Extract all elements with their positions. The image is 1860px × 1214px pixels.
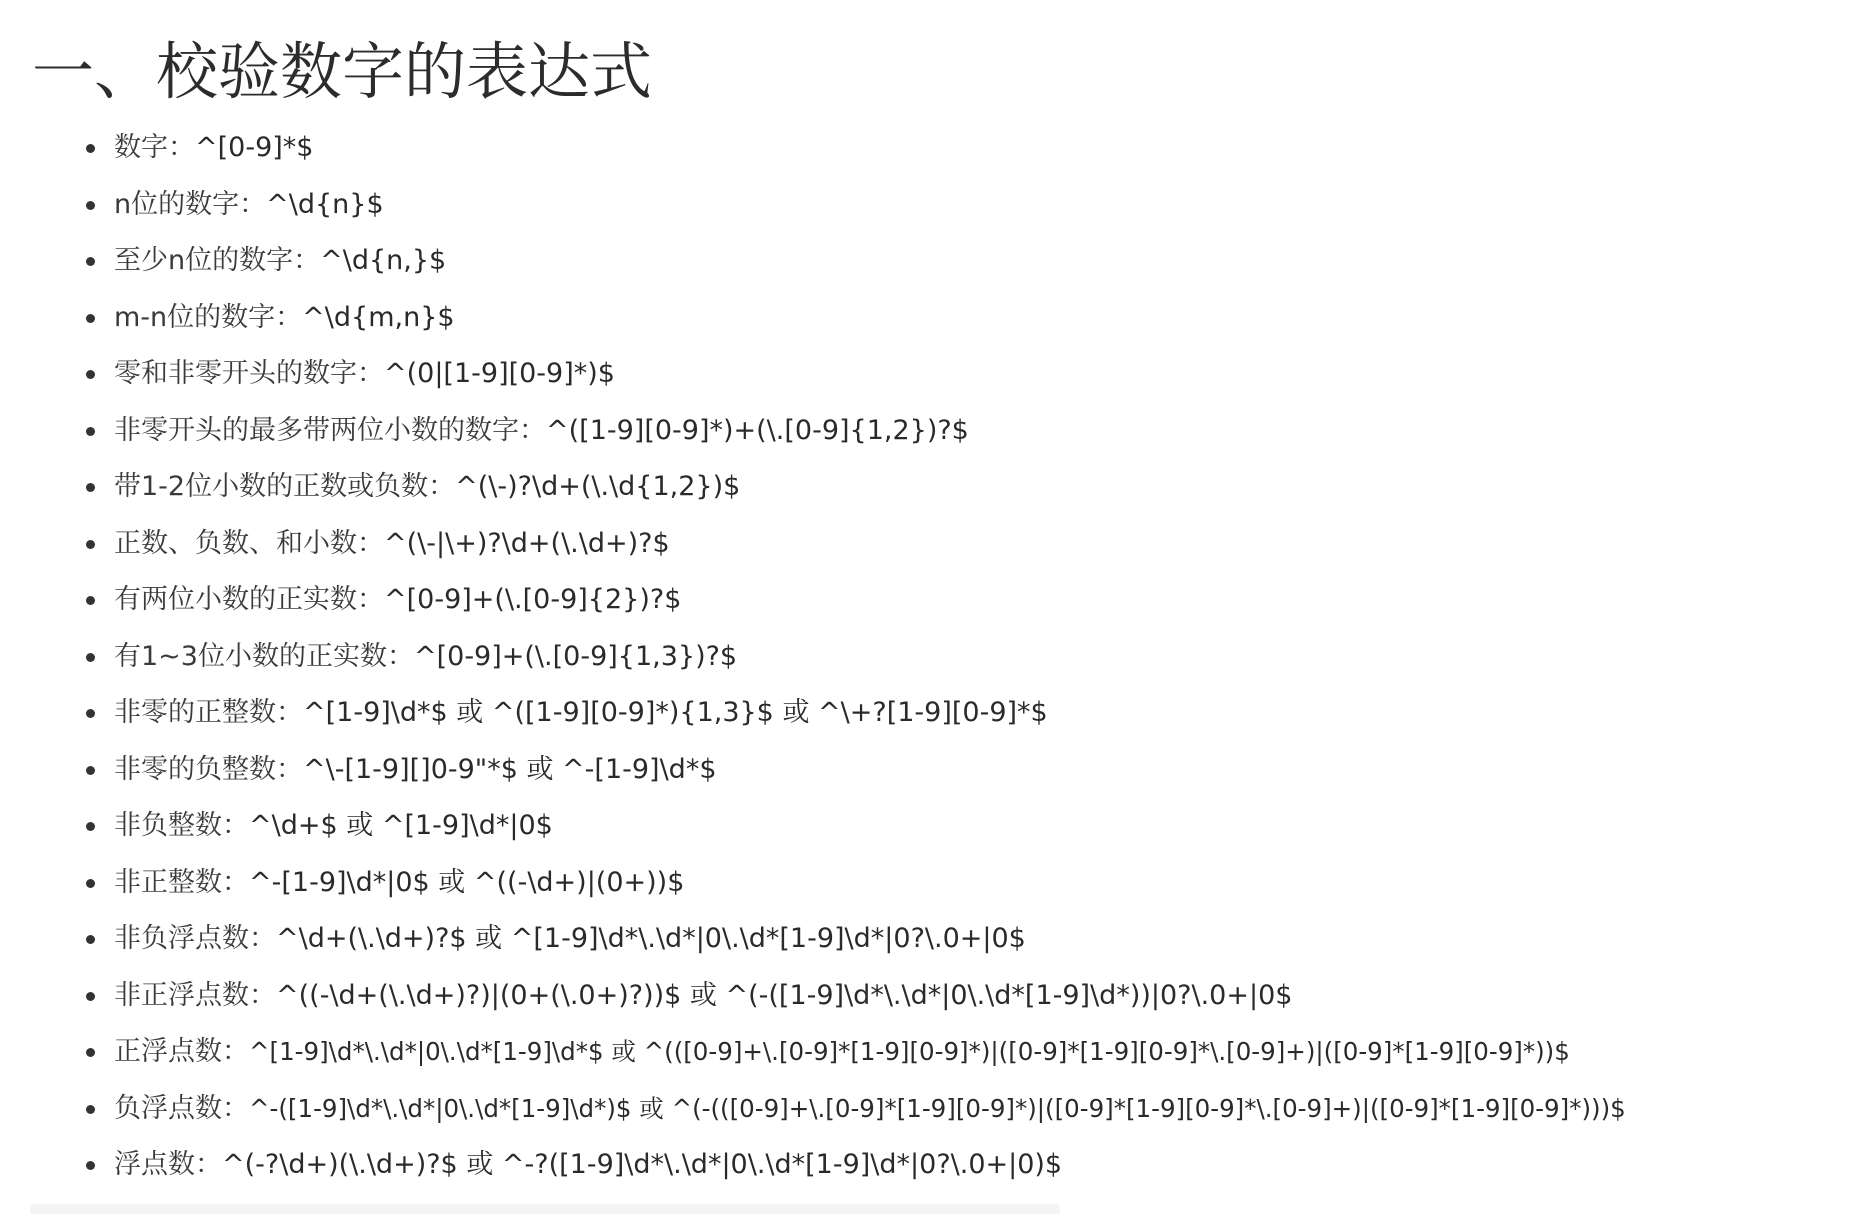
regex-list xyxy=(0,120,1626,1194)
item-label: 正数、负数、和小数： xyxy=(114,527,384,559)
item-label: 至少n位的数字： xyxy=(114,245,321,276)
list-item xyxy=(0,403,1626,460)
list-item xyxy=(0,290,1626,347)
item-expression: ^[0-9]+(\.[0-9]{2})?$ xyxy=(384,584,682,615)
bullet-icon xyxy=(86,992,95,1001)
item-expression: ^[0-9]+(\.[0-9]{1,3})?$ xyxy=(413,640,738,672)
item-expression: ^\d{m,n}$ xyxy=(302,301,455,333)
bullet-icon xyxy=(86,766,95,775)
bullet-icon xyxy=(86,483,95,492)
item-expression: ^((-\d+(\.\d+)?)|(0+(\.0+)?))$ 或 ^(-([1-9]\d*\.\d*|0\.\d*[1-9]\d*))|0?\.0+|0$ xyxy=(276,979,1293,1011)
list-item xyxy=(0,516,1626,573)
list-item xyxy=(0,1024,1626,1081)
item-expression: ^([1-9][0-9]*)+(\.[0-9]{1,2})?$ xyxy=(546,414,969,446)
item-expression: ^\d+$ 或 ^[1-9]\d*|0$ xyxy=(249,810,553,841)
item-label: 非负整数： xyxy=(114,810,249,841)
list-item xyxy=(0,572,1626,629)
item-expression: ^[1-9]\d*$ 或 ^([1-9][0-9]*){1,3}$ 或 ^\+?[1-9][0-9]*$ xyxy=(303,697,1048,728)
list-item xyxy=(0,685,1626,742)
item-expression: ^-[1-9]\d*|0$ 或 ^((-\d+)|(0+))$ xyxy=(249,866,685,898)
bullet-icon xyxy=(86,427,95,436)
page-title: 一、校验数字的表达式 xyxy=(32,35,653,108)
item-label: 负浮点数： xyxy=(114,1092,249,1124)
list-item xyxy=(0,629,1626,686)
list-item xyxy=(0,1081,1626,1138)
bullet-icon xyxy=(86,653,95,662)
bullet-icon xyxy=(86,596,95,605)
list-item xyxy=(0,742,1626,799)
list-item xyxy=(0,233,1626,290)
item-label: 正浮点数： xyxy=(114,1036,249,1067)
list-item xyxy=(0,1137,1626,1194)
item-label: 数字： xyxy=(114,132,195,163)
item-expression: ^\d{n,}$ xyxy=(320,245,447,276)
list-item xyxy=(0,798,1626,855)
item-label: 有1~3位小数的正实数： xyxy=(114,640,414,672)
item-label: 非正浮点数： xyxy=(114,979,276,1011)
item-label: 非零的负整数： xyxy=(114,753,303,785)
item-expression: ^\-[1-9][]0-9"*$ 或 ^-[1-9]\d*$ xyxy=(303,753,717,785)
item-expression: ^\d{n}$ xyxy=(266,188,384,220)
bullet-icon xyxy=(86,822,95,831)
item-label: n位的数字： xyxy=(114,188,267,220)
bullet-icon xyxy=(86,257,95,266)
bullet-icon xyxy=(86,879,95,888)
item-label: 带1-2位小数的正数或负数： xyxy=(114,471,456,502)
item-label: 零和非零开头的数字： xyxy=(114,358,384,389)
code-block-edge xyxy=(30,1204,1060,1214)
bullet-icon xyxy=(86,370,95,379)
list-item xyxy=(0,911,1626,968)
item-expression: ^-([1-9]\d*\.\d*|0\.\d*[1-9]\d*)$ 或 ^(-(([0-9]+\.[0-9]*[1-9][0-9]*)|([0-9]*[1-9][0-9]*\.[0-9]+)|([0-9]*[1-9][0-9]*)))$ xyxy=(249,1093,1626,1123)
bullet-icon xyxy=(86,144,95,153)
item-label: m-n位的数字： xyxy=(114,301,303,333)
item-expression: ^[0-9]*$ xyxy=(195,132,314,163)
item-label: 非零开头的最多带两位小数的数字： xyxy=(114,414,546,446)
item-label: 浮点数： xyxy=(114,1149,222,1180)
item-label: 有两位小数的正实数： xyxy=(114,584,384,615)
bullet-icon xyxy=(86,1105,95,1114)
bullet-icon xyxy=(86,540,95,549)
list-item xyxy=(0,346,1626,403)
list-item xyxy=(0,459,1626,516)
bullet-icon xyxy=(86,201,95,210)
bullet-icon xyxy=(86,1048,95,1057)
item-label: 非正整数： xyxy=(114,866,249,898)
bullet-icon xyxy=(86,935,95,944)
item-expression: ^\d+(\.\d+)?$ 或 ^[1-9]\d*\.\d*|0\.\d*[1-9]\d*|0?\.0+|0$ xyxy=(276,923,1026,954)
bullet-icon xyxy=(86,314,95,323)
bullet-icon xyxy=(86,709,95,718)
item-expression: ^(\-|\+)?\d+(\.\d+)?$ xyxy=(384,527,670,559)
item-expression: ^(0|[1-9][0-9]*)$ xyxy=(384,358,615,389)
list-item xyxy=(0,177,1626,234)
list-item xyxy=(0,855,1626,912)
item-expression: ^(-?\d+)(\.\d+)?$ 或 ^-?([1-9]\d*\.\d*|0\.\d*[1-9]\d*|0?\.0+|0)$ xyxy=(222,1149,1063,1180)
item-label: 非负浮点数： xyxy=(114,923,276,954)
bullet-icon xyxy=(86,1161,95,1170)
list-item xyxy=(0,968,1626,1025)
item-expression: ^(\-)?\d+(\.\d{1,2})$ xyxy=(455,471,741,502)
item-expression: ^[1-9]\d*\.\d*|0\.\d*[1-9]\d*$ 或 ^(([0-9]+\.[0-9]*[1-9][0-9]*)|([0-9]*[1-9][0-9]*\.[0-9]+)|([0-9]*[1-9][0-9]*))$ xyxy=(249,1037,1570,1066)
item-label: 非零的正整数： xyxy=(114,697,303,728)
list-item xyxy=(0,120,1626,177)
